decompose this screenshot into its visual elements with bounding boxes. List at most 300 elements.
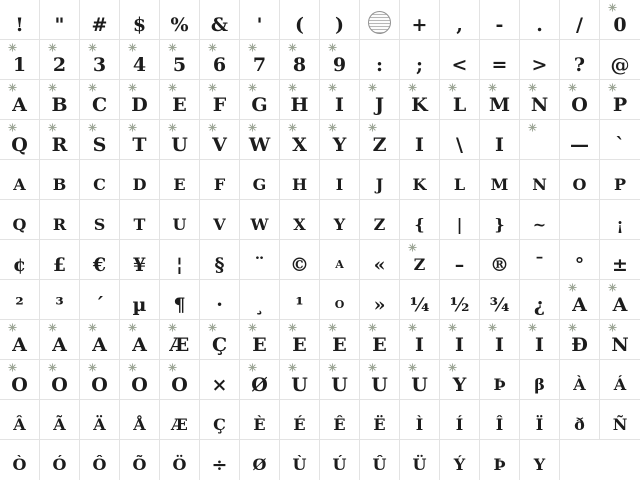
glyph: 9 bbox=[332, 54, 347, 76]
glyph: ¢ bbox=[12, 254, 27, 276]
glyph-cell[interactable] bbox=[440, 0, 480, 40]
glyph: I bbox=[415, 134, 424, 156]
star-ornament-icon bbox=[8, 323, 17, 332]
glyph-cell[interactable] bbox=[600, 80, 640, 120]
glyph-cell[interactable] bbox=[320, 240, 360, 280]
glyph-cell[interactable] bbox=[120, 400, 160, 440]
glyph-cell[interactable] bbox=[600, 400, 640, 440]
glyph-cell[interactable] bbox=[120, 120, 160, 160]
glyph-cell[interactable] bbox=[600, 160, 640, 200]
glyph-cell[interactable] bbox=[400, 240, 440, 280]
glyph: L bbox=[452, 94, 467, 116]
star-ornament-icon bbox=[288, 43, 297, 52]
glyph-cell[interactable] bbox=[280, 0, 320, 40]
glyph-cell[interactable] bbox=[80, 200, 120, 240]
glyph: É bbox=[293, 415, 306, 434]
glyph: { bbox=[414, 215, 425, 234]
glyph-cell[interactable] bbox=[40, 360, 80, 400]
star-ornament-icon bbox=[488, 83, 497, 92]
glyph: A bbox=[13, 175, 26, 194]
glyph-cell[interactable] bbox=[160, 360, 200, 400]
glyph-cell[interactable] bbox=[240, 240, 280, 280]
glyph: U bbox=[331, 374, 348, 396]
glyph-cell[interactable] bbox=[360, 320, 400, 360]
star-ornament-icon bbox=[328, 83, 337, 92]
glyph-cell[interactable] bbox=[440, 200, 480, 240]
glyph-cell[interactable] bbox=[440, 80, 480, 120]
glyph-cell[interactable] bbox=[360, 40, 400, 80]
glyph: Ç bbox=[211, 334, 228, 356]
glyph: O bbox=[91, 374, 108, 396]
glyph: Ó bbox=[52, 455, 67, 474]
glyph: O bbox=[334, 298, 345, 311]
glyph: Þ bbox=[493, 455, 506, 474]
glyph-cell[interactable] bbox=[320, 0, 360, 40]
glyph-cell[interactable] bbox=[0, 440, 40, 480]
glyph-cell[interactable] bbox=[440, 360, 480, 400]
glyph-cell[interactable] bbox=[40, 440, 80, 480]
glyph-cell[interactable] bbox=[200, 240, 240, 280]
glyph-cell[interactable] bbox=[80, 120, 120, 160]
star-ornament-icon bbox=[368, 83, 377, 92]
glyph-cell[interactable] bbox=[120, 440, 160, 480]
glyph-cell[interactable] bbox=[40, 240, 80, 280]
glyph-cell[interactable] bbox=[200, 160, 240, 200]
glyph: 5 bbox=[172, 54, 187, 76]
glyph: Þ bbox=[493, 375, 506, 394]
star-ornament-icon bbox=[328, 323, 337, 332]
glyph: U bbox=[172, 215, 187, 234]
glyph: J bbox=[375, 175, 384, 194]
glyph: Æ bbox=[169, 334, 190, 356]
glyph-cell[interactable] bbox=[120, 360, 160, 400]
glyph-cell[interactable] bbox=[560, 320, 600, 360]
glyph-cell[interactable] bbox=[480, 280, 520, 320]
glyph-cell[interactable] bbox=[560, 120, 600, 160]
glyph-cell[interactable] bbox=[200, 400, 240, 440]
glyph-cell[interactable] bbox=[400, 280, 440, 320]
glyph: - bbox=[495, 14, 504, 36]
glyph-cell[interactable] bbox=[200, 40, 240, 80]
glyph: W bbox=[250, 215, 269, 234]
glyph: € bbox=[92, 254, 107, 276]
star-ornament-icon bbox=[408, 323, 417, 332]
glyph-cell[interactable] bbox=[560, 80, 600, 120]
glyph-cell[interactable] bbox=[520, 240, 560, 280]
glyph-cell[interactable] bbox=[520, 320, 560, 360]
glyph: I bbox=[535, 334, 544, 356]
glyph-cell[interactable] bbox=[240, 40, 280, 80]
glyph-cell[interactable] bbox=[280, 160, 320, 200]
glyph-cell[interactable] bbox=[520, 0, 560, 40]
star-ornament-icon bbox=[168, 83, 177, 92]
glyph: A bbox=[335, 258, 344, 271]
glyph-cell[interactable] bbox=[40, 280, 80, 320]
glyph: D bbox=[131, 94, 148, 116]
glyph-cell[interactable] bbox=[40, 200, 80, 240]
glyph: ) bbox=[335, 14, 344, 36]
glyph-cell[interactable] bbox=[480, 320, 520, 360]
glyph: Ð bbox=[571, 334, 588, 356]
glyph: Ë bbox=[373, 415, 386, 434]
glyph: § bbox=[214, 254, 225, 276]
glyph: & bbox=[210, 14, 229, 36]
glyph-cell[interactable] bbox=[600, 320, 640, 360]
glyph-cell[interactable] bbox=[320, 120, 360, 160]
glyph-cell[interactable] bbox=[80, 240, 120, 280]
glyph: T bbox=[133, 215, 146, 234]
glyph-cell[interactable] bbox=[520, 440, 560, 480]
star-ornament-icon bbox=[608, 83, 617, 92]
glyph: Ø bbox=[251, 374, 268, 396]
glyph-cell[interactable] bbox=[240, 120, 280, 160]
glyph-cell[interactable] bbox=[160, 240, 200, 280]
glyph-cell[interactable] bbox=[280, 320, 320, 360]
glyph-cell[interactable] bbox=[0, 320, 40, 360]
glyph: È bbox=[253, 415, 266, 434]
glyph: 7 bbox=[252, 54, 267, 76]
glyph-cell[interactable] bbox=[480, 400, 520, 440]
glyph-cell[interactable] bbox=[560, 0, 600, 40]
glyph-cell[interactable] bbox=[360, 360, 400, 400]
glyph-cell[interactable] bbox=[280, 80, 320, 120]
glyph-cell[interactable] bbox=[520, 360, 560, 400]
glyph: O bbox=[572, 175, 587, 194]
glyph: À bbox=[573, 375, 586, 394]
glyph: Ö bbox=[172, 455, 187, 474]
glyph-cell[interactable] bbox=[480, 40, 520, 80]
glyph-cell[interactable] bbox=[40, 120, 80, 160]
glyph-cell[interactable] bbox=[240, 320, 280, 360]
glyph: % bbox=[170, 14, 189, 36]
glyph-cell[interactable] bbox=[160, 120, 200, 160]
glyph-cell[interactable] bbox=[440, 440, 480, 480]
glyph-cell[interactable] bbox=[360, 80, 400, 120]
star-ornament-icon bbox=[408, 363, 417, 372]
glyph-cell[interactable] bbox=[360, 200, 400, 240]
glyph-cell[interactable] bbox=[600, 200, 640, 240]
glyph-cell[interactable] bbox=[0, 80, 40, 120]
glyph-cell[interactable] bbox=[160, 0, 200, 40]
glyph: Ò bbox=[12, 455, 27, 474]
glyph-cell[interactable] bbox=[400, 440, 440, 480]
glyph-cell[interactable] bbox=[0, 240, 40, 280]
glyph-cell[interactable] bbox=[600, 40, 640, 80]
glyph-cell[interactable] bbox=[0, 360, 40, 400]
glyph-cell[interactable] bbox=[80, 360, 120, 400]
glyph: J bbox=[375, 94, 384, 116]
glyph: Ý bbox=[453, 455, 466, 474]
glyph-cell[interactable] bbox=[320, 360, 360, 400]
glyph-cell[interactable] bbox=[400, 40, 440, 80]
glyph-cell[interactable] bbox=[200, 280, 240, 320]
glyph-cell[interactable] bbox=[0, 160, 40, 200]
glyph-cell[interactable] bbox=[120, 160, 160, 200]
star-ornament-icon bbox=[8, 43, 17, 52]
glyph-cell[interactable] bbox=[240, 200, 280, 240]
star-ornament-icon bbox=[608, 283, 617, 292]
glyph-cell[interactable] bbox=[520, 80, 560, 120]
glyph-cell[interactable] bbox=[280, 360, 320, 400]
glyph-cell[interactable] bbox=[280, 40, 320, 80]
glyph-cell[interactable] bbox=[440, 400, 480, 440]
glyph-cell[interactable] bbox=[80, 280, 120, 320]
glyph-cell[interactable] bbox=[440, 40, 480, 80]
glyph: Ì bbox=[415, 415, 424, 434]
glyph-cell[interactable] bbox=[560, 200, 600, 240]
glyph-cell[interactable] bbox=[160, 440, 200, 480]
glyph-cell[interactable] bbox=[200, 360, 240, 400]
glyph: ; bbox=[415, 54, 423, 76]
glyph-cell[interactable] bbox=[400, 360, 440, 400]
glyph: ¥ bbox=[132, 254, 147, 276]
glyph-cell[interactable] bbox=[80, 440, 120, 480]
glyph-cell[interactable] bbox=[160, 320, 200, 360]
glyph-cell[interactable] bbox=[520, 400, 560, 440]
glyph-cell[interactable] bbox=[560, 40, 600, 80]
glyph-cell[interactable] bbox=[400, 400, 440, 440]
glyph-cell[interactable] bbox=[320, 440, 360, 480]
glyph-cell[interactable] bbox=[400, 80, 440, 120]
glyph-cell[interactable] bbox=[0, 400, 40, 440]
glyph: S bbox=[93, 215, 106, 234]
glyph: Q bbox=[12, 215, 27, 234]
glyph-cell[interactable] bbox=[280, 120, 320, 160]
medallion-ornament-icon bbox=[368, 11, 391, 34]
glyph-cell[interactable] bbox=[40, 40, 80, 80]
glyph-cell[interactable] bbox=[160, 80, 200, 120]
glyph: £ bbox=[52, 254, 67, 276]
glyph: E bbox=[252, 334, 267, 356]
glyph-cell[interactable] bbox=[560, 440, 640, 480]
glyph: ¡ bbox=[616, 215, 624, 234]
glyph-cell[interactable] bbox=[40, 80, 80, 120]
glyph-cell[interactable] bbox=[480, 160, 520, 200]
glyph: $ bbox=[132, 14, 147, 36]
star-ornament-icon bbox=[368, 363, 377, 372]
glyph-cell[interactable] bbox=[280, 440, 320, 480]
glyph: Ã bbox=[53, 415, 66, 434]
glyph-cell[interactable] bbox=[200, 440, 240, 480]
glyph-cell[interactable] bbox=[160, 160, 200, 200]
glyph-cell[interactable] bbox=[280, 240, 320, 280]
glyph-cell[interactable] bbox=[440, 120, 480, 160]
glyph-cell[interactable] bbox=[520, 200, 560, 240]
glyph-cell[interactable] bbox=[400, 120, 440, 160]
glyph: A bbox=[612, 294, 628, 316]
glyph: I bbox=[495, 134, 504, 156]
glyph-cell[interactable] bbox=[360, 280, 400, 320]
glyph-cell[interactable] bbox=[320, 80, 360, 120]
glyph-cell[interactable] bbox=[360, 0, 400, 40]
glyph: O bbox=[171, 374, 188, 396]
glyph: 3 bbox=[92, 54, 107, 76]
glyph: > bbox=[531, 54, 548, 76]
glyph-cell[interactable] bbox=[80, 0, 120, 40]
glyph-cell[interactable] bbox=[520, 160, 560, 200]
glyph-cell[interactable] bbox=[320, 40, 360, 80]
glyph-cell[interactable] bbox=[40, 320, 80, 360]
glyph-cell[interactable] bbox=[120, 320, 160, 360]
glyph-cell[interactable] bbox=[160, 400, 200, 440]
glyph-cell[interactable] bbox=[200, 80, 240, 120]
star-ornament-icon bbox=[528, 83, 537, 92]
glyph: ´ bbox=[94, 294, 105, 316]
glyph-cell[interactable] bbox=[240, 160, 280, 200]
glyph-cell[interactable] bbox=[240, 80, 280, 120]
glyph-cell[interactable] bbox=[400, 0, 440, 40]
glyph-cell[interactable] bbox=[480, 80, 520, 120]
glyph: O bbox=[571, 94, 588, 116]
glyph: U bbox=[171, 134, 188, 156]
glyph-cell[interactable] bbox=[200, 0, 240, 40]
glyph-cell[interactable] bbox=[320, 160, 360, 200]
glyph-cell[interactable] bbox=[320, 320, 360, 360]
glyph-cell[interactable] bbox=[480, 0, 520, 40]
glyph-cell[interactable] bbox=[560, 240, 600, 280]
glyph-cell[interactable] bbox=[0, 0, 40, 40]
glyph-cell[interactable] bbox=[600, 240, 640, 280]
glyph: K bbox=[411, 94, 428, 116]
star-ornament-icon bbox=[288, 83, 297, 92]
glyph: Ù bbox=[292, 455, 307, 474]
glyph: ³ bbox=[55, 294, 64, 316]
glyph-cell[interactable] bbox=[320, 400, 360, 440]
glyph-cell[interactable] bbox=[240, 0, 280, 40]
glyph: # bbox=[91, 14, 108, 36]
glyph-cell[interactable] bbox=[160, 280, 200, 320]
glyph-cell[interactable] bbox=[0, 40, 40, 80]
glyph-cell[interactable] bbox=[560, 160, 600, 200]
glyph-cell[interactable] bbox=[360, 400, 400, 440]
glyph-cell[interactable] bbox=[400, 200, 440, 240]
glyph-cell[interactable] bbox=[80, 80, 120, 120]
glyph-cell[interactable] bbox=[120, 0, 160, 40]
glyph-cell[interactable] bbox=[160, 40, 200, 80]
glyph: A bbox=[572, 294, 587, 316]
glyph-cell[interactable] bbox=[600, 360, 640, 400]
glyph-cell[interactable] bbox=[200, 320, 240, 360]
glyph: Â bbox=[13, 415, 26, 434]
glyph-cell[interactable] bbox=[0, 120, 40, 160]
glyph-cell[interactable] bbox=[80, 160, 120, 200]
glyph-cell[interactable] bbox=[200, 120, 240, 160]
glyph-cell[interactable] bbox=[240, 440, 280, 480]
glyph-cell[interactable] bbox=[480, 120, 520, 160]
star-ornament-icon bbox=[168, 323, 177, 332]
glyph-cell[interactable] bbox=[400, 320, 440, 360]
glyph-cell[interactable] bbox=[240, 400, 280, 440]
glyph-cell[interactable] bbox=[360, 160, 400, 200]
star-ornament-icon bbox=[88, 123, 97, 132]
glyph-cell[interactable] bbox=[520, 120, 560, 160]
glyph-cell[interactable] bbox=[160, 200, 200, 240]
glyph-cell[interactable] bbox=[440, 280, 480, 320]
glyph-cell[interactable] bbox=[320, 200, 360, 240]
glyph-cell[interactable] bbox=[280, 200, 320, 240]
glyph-cell[interactable] bbox=[600, 0, 640, 40]
glyph: Z bbox=[413, 255, 426, 274]
glyph-cell[interactable] bbox=[40, 160, 80, 200]
glyph-cell[interactable] bbox=[120, 280, 160, 320]
glyph: ¦ bbox=[176, 254, 183, 276]
glyph: β bbox=[534, 375, 545, 394]
star-ornament-icon bbox=[488, 323, 497, 332]
star-ornament-icon bbox=[128, 43, 137, 52]
glyph-cell[interactable] bbox=[480, 360, 520, 400]
glyph-cell[interactable] bbox=[80, 40, 120, 80]
glyph-cell[interactable] bbox=[0, 200, 40, 240]
glyph-cell[interactable] bbox=[360, 440, 400, 480]
glyph-cell[interactable] bbox=[120, 40, 160, 80]
glyph-cell[interactable] bbox=[560, 280, 600, 320]
glyph: E bbox=[332, 334, 347, 356]
glyph-cell[interactable] bbox=[40, 0, 80, 40]
glyph-cell[interactable] bbox=[120, 240, 160, 280]
glyph: I bbox=[495, 334, 504, 356]
glyph: F bbox=[213, 175, 226, 194]
glyph-cell[interactable] bbox=[360, 240, 400, 280]
glyph: 2 bbox=[52, 54, 67, 76]
glyph: G bbox=[251, 94, 268, 116]
glyph-cell[interactable] bbox=[560, 360, 600, 400]
star-ornament-icon bbox=[8, 123, 17, 132]
glyph-cell[interactable] bbox=[480, 440, 520, 480]
glyph: · bbox=[216, 294, 223, 316]
glyph-cell[interactable] bbox=[480, 240, 520, 280]
glyph-cell[interactable] bbox=[200, 200, 240, 240]
glyph-cell[interactable] bbox=[440, 320, 480, 360]
glyph: / bbox=[576, 14, 583, 36]
glyph-cell[interactable] bbox=[400, 160, 440, 200]
glyph: S bbox=[92, 134, 107, 156]
glyph-cell[interactable] bbox=[440, 240, 480, 280]
glyph: ( bbox=[295, 14, 304, 36]
glyph-cell[interactable] bbox=[480, 200, 520, 240]
glyph-cell[interactable] bbox=[120, 200, 160, 240]
glyph-cell[interactable] bbox=[280, 400, 320, 440]
glyph-cell[interactable] bbox=[240, 280, 280, 320]
glyph-cell[interactable] bbox=[440, 160, 480, 200]
glyph: » bbox=[373, 294, 386, 316]
glyph-cell[interactable] bbox=[0, 280, 40, 320]
glyph-cell[interactable] bbox=[240, 360, 280, 400]
glyph-cell[interactable] bbox=[560, 400, 600, 440]
glyph-cell[interactable] bbox=[40, 400, 80, 440]
glyph: P bbox=[613, 175, 627, 194]
glyph: µ bbox=[132, 294, 147, 316]
glyph: A bbox=[12, 94, 27, 116]
glyph: M bbox=[488, 94, 511, 116]
glyph: R bbox=[52, 215, 67, 234]
glyph: T bbox=[132, 134, 147, 156]
glyph-cell[interactable] bbox=[600, 280, 640, 320]
glyph-cell[interactable] bbox=[80, 400, 120, 440]
star-ornament-icon bbox=[208, 123, 217, 132]
glyph-cell[interactable] bbox=[520, 280, 560, 320]
glyph: Q bbox=[11, 134, 28, 156]
glyph: ® bbox=[490, 254, 509, 276]
glyph: – bbox=[454, 254, 465, 276]
glyph-cell[interactable] bbox=[360, 120, 400, 160]
star-ornament-icon bbox=[368, 323, 377, 332]
glyph-cell[interactable] bbox=[280, 280, 320, 320]
glyph-cell[interactable] bbox=[80, 320, 120, 360]
glyph-cell[interactable] bbox=[600, 120, 640, 160]
glyph-cell[interactable] bbox=[320, 280, 360, 320]
glyph-cell[interactable] bbox=[120, 80, 160, 120]
glyph-cell[interactable] bbox=[520, 40, 560, 80]
